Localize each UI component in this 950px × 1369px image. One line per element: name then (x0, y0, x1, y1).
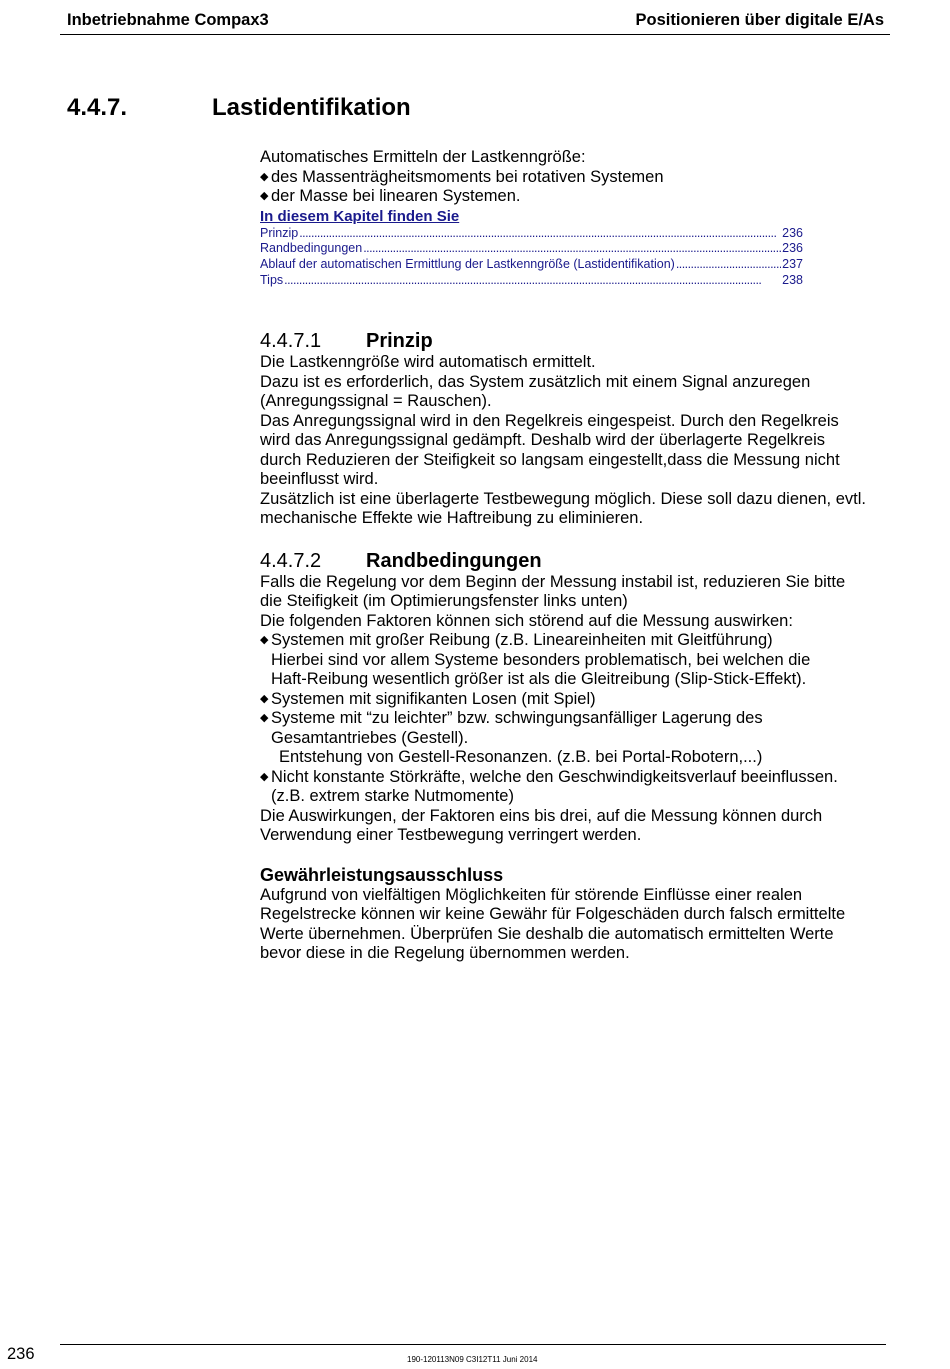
factor-bullet: ◆ Systemen mit signifikanten Losen (mit Spiel) (260, 689, 596, 708)
factor-bullet: ◆ Systeme mit “zu leichter” bzw. schwingungsanfälliger Lagerung des (260, 709, 763, 728)
toc-leader (676, 257, 781, 273)
toc-leader (284, 273, 781, 289)
bullet-continuation: Haft-Reibung wesentlich größer ist als die Gleitreibung (Slip-Stick-Effekt). (271, 670, 807, 689)
factor-bullet: ◆ Systemen mit großer Reibung (z.B. Lineareinheiten mit Gleitführung) (260, 631, 773, 650)
toc-heading[interactable]: In diesem Kapitel finden Sie (260, 207, 460, 225)
section-number: 4.4.7.1 (260, 330, 322, 353)
bullet-diamond-icon: ◆ (260, 634, 269, 647)
section-heading-prinzip (260, 329, 890, 353)
disclaimer-title: Gewährleistungsausschluss (260, 864, 504, 885)
body-line: Verwendung einer Testbewegung verringert werden. (260, 826, 642, 845)
body-line: die Steifigkeit (im Optimierungsfenster links unten) (260, 592, 628, 611)
bullet-diamond-icon: ◆ (260, 692, 269, 705)
toc-entry-randbedingungen[interactable]: Randbedingungen . . . 236 (260, 241, 803, 257)
body-line: Die Auswirkungen, der Faktoren eins bis drei, auf die Messung können durch (260, 806, 823, 825)
footer-rule (60, 1344, 886, 1345)
section-title: Prinzip (366, 330, 433, 353)
section-heading-randbedingungen (260, 549, 890, 573)
body-line: Werte übernehmen. Überprüfen Sie deshalb die automatisch ermittelten Werte (260, 924, 834, 943)
body-line: Falls die Regelung vor dem Beginn der Messung instabil ist, reduzieren Sie bitte (260, 572, 846, 591)
toc-entry-ablauf[interactable]: Ablauf der automatischen Ermittlung der Lastkenngröße (Lastidentifikation) . . . 237 (260, 257, 803, 273)
toc-entry-tips[interactable]: Tips . . . 238 (260, 273, 803, 289)
bullet-diamond-icon: ◆ (260, 712, 269, 725)
bullet-diamond-icon: ◆ (260, 770, 269, 783)
main-content (260, 148, 890, 964)
chapter-title: Lastidentifikation (212, 94, 411, 121)
section-title: Randbedingungen (366, 549, 542, 572)
body-line: bevor diese in die Regelung übernommen werden. (260, 944, 630, 963)
body-line: Die folgenden Faktoren können sich störend auf die Messung auswirken: (260, 611, 793, 630)
toc-entries (260, 226, 803, 289)
body-line: mechanische Effekte wie Haftreibung zu eliminieren. (260, 509, 644, 528)
body-line: durch Reduzieren der Steifigkeit so langsam eingestellt,dass die Messung nicht (260, 450, 840, 469)
page-number: 236 (7, 1345, 35, 1363)
intro-bullet: ◆ der Masse bei linearen Systemen. (260, 187, 521, 205)
toc-leader (299, 226, 781, 242)
body-line: wird das Anregungssignal gedämpft. Deshalb wird der überlagerte Regelkreis (260, 431, 825, 450)
body-line: Dazu ist es erforderlich, das System zusätzlich mit einem Signal anzuregen (260, 372, 811, 391)
bullet-diamond-icon: ◆ (260, 170, 269, 183)
body-line: Regelstrecke können wir keine Gewähr für Folgeschäden durch falsch ermittelte (260, 905, 846, 924)
document-id: 190-120113N09 C3I12T11 Juni 2014 (407, 1355, 538, 1364)
bullet-continuation: Entstehung von Gestell-Resonanzen. (z.B. bei Portal-Robotern,...) (279, 748, 763, 767)
table-of-contents (260, 207, 890, 289)
header-chapter-title: Positionieren über digitale E/As (635, 11, 884, 29)
toc-entry-prinzip[interactable]: Prinzip . . . 236 (260, 226, 803, 242)
body-line: Zusätzlich ist eine überlagerte Testbewegung möglich. Diese soll dazu dienen, evtl. (260, 489, 866, 508)
chapter-number: 4.4.7. (67, 94, 128, 121)
bullet-continuation: (z.B. extrem starke Nutmomente) (271, 787, 514, 806)
toc-leader (363, 241, 781, 257)
header-manual-title: Inbetriebnahme Compax3 (67, 11, 269, 29)
body-line: Aufgrund von vielfältigen Möglichkeiten für störende Einflüsse einer realen (260, 885, 803, 904)
section-number: 4.4.7.2 (260, 549, 322, 572)
body-line: beeinflusst wird. (260, 470, 379, 489)
page-header (60, 8, 890, 35)
factor-bullet: ◆ Nicht konstante Störkräfte, welche den Geschwindigkeitsverlauf beeinflussen. (260, 767, 838, 786)
intro-bullet: ◆ des Massenträgheitsmoments bei rotativen Systemen (260, 167, 664, 186)
body-line: (Anregungssignal = Rauschen). (260, 392, 492, 411)
intro-line: Automatisches Ermitteln der Lastkenngröße: (260, 148, 586, 166)
bullet-continuation: Hierbei sind vor allem Systeme besonders problematisch, bei welchen die (271, 650, 811, 669)
body-line: Das Anregungssignal wird in den Regelkreis eingespeist. Durch den Regelkreis (260, 411, 839, 430)
bullet-continuation: Gesamtantriebes (Gestell). (271, 728, 469, 747)
body-line: Die Lastkenngröße wird automatisch ermittelt. (260, 353, 596, 372)
bullet-diamond-icon: ◆ (260, 190, 269, 202)
